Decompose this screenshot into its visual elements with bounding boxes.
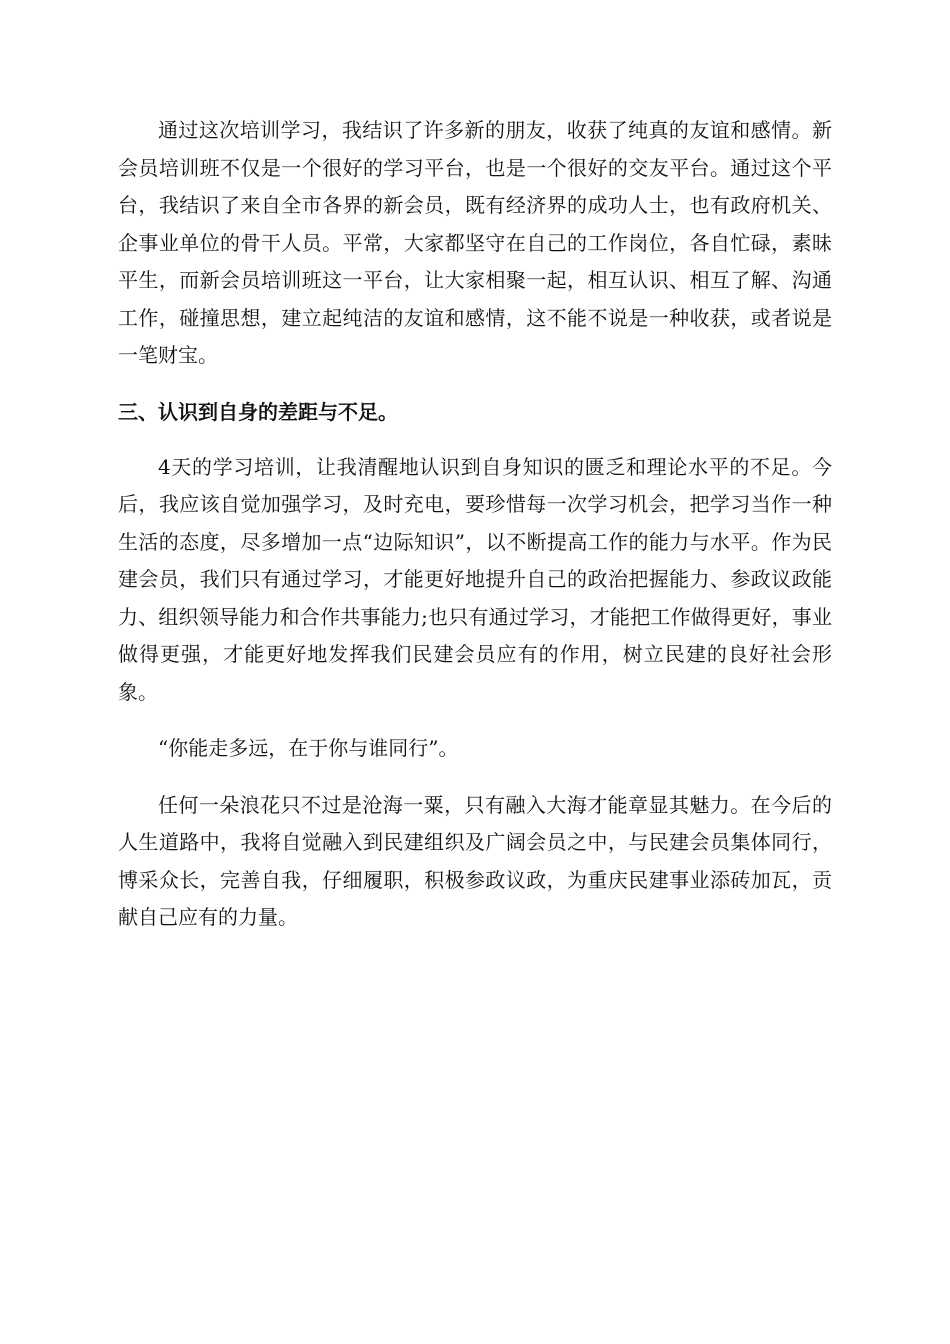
section-heading: 三、认识到自身的差距与不足。 — [118, 399, 398, 424]
paragraph-conclusion: 任何一朵浪花只不过是沧海一粟，只有融入大海才能章显其魅力。在今后的人生道路中，我将自觉融入到民建组织及广阔会员之中，与民建会员集体同行，博采众长，完善自我，仔细履职，积极参政议政，为重庆民建事业添砖加瓦，贡献自己应有的力量。 — [118, 792, 832, 929]
paragraph-friendship: 通过这次培训学习，我结识了许多新的朋友，收获了纯真的友谊和感情。新会员培训班不仅是一个很好的学习平台，也是一个很好的交友平台。通过这个平台，我结识了来自全市各界的新会员，既有经济界的成功人士，也有政府机关、企事业单位的骨干人员。平常，大家都坚守在自己的工作岗位，各自忙碌，素昧平生，而新会员培训班这一平台，让大家相聚一起，相互认识、相互了解、沟通工作，碰撞思想，建立起纯洁的友谊和感情，这不能不说是一种收获，或者说是一笔财宝。 — [118, 118, 832, 367]
paragraph-quote: “你能走多远，在于你与谁同行”。 — [158, 736, 459, 760]
paragraph-self-reflection: 4天的学习培训，让我清醒地认识到自身知识的匮乏和理论水平的不足。今后，我应该自觉加强学习，及时充电，要珍惜每一次学习机会，把学习当作一种生活的态度，尽多增加一点“边际知识”，以不断提高工作的能力与水平。作为民建会员，我们只有通过学习，才能更好地提升自己的政治把握能力、参政议政能力、组织领导能力和合作共事能力;也只有通过学习，才能把工作做得更好，事业做得更强，才能更好地发挥我们民建会员应有的作用，树立民建的良好社会形象。 — [118, 454, 832, 704]
